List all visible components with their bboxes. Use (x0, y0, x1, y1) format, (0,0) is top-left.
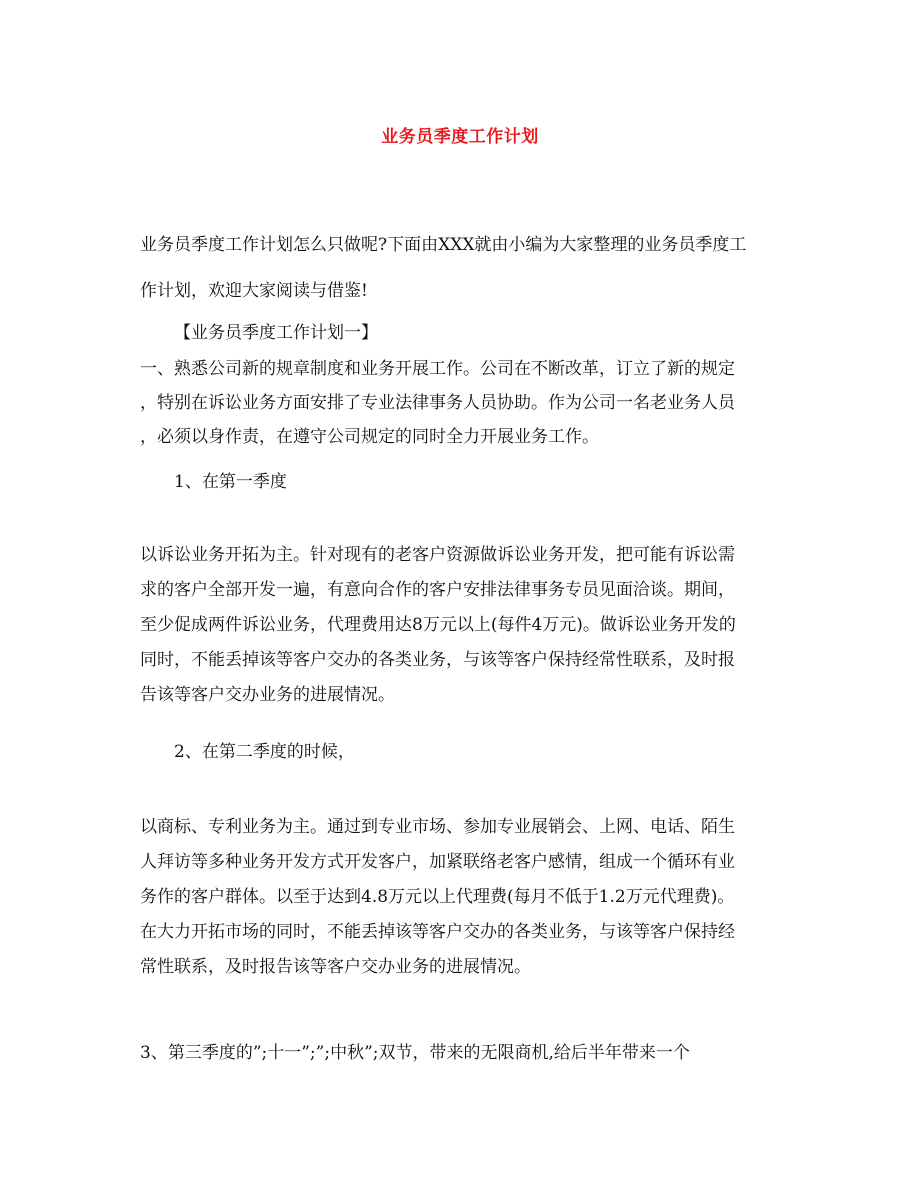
q2-heading-text: 2、在第二季度的时候， (174, 742, 355, 762)
q1-line-4: 同时，不能丢掉该等客户交办的各类业务，与该等客户保持经常性联系，及时报 (140, 650, 735, 670)
q1-line-1: 以诉讼业务开拓为主。针对现有的老客户资源做诉讼业务开发，把可能有诉讼需 (140, 545, 735, 565)
q1-paragraph (140, 538, 780, 713)
intro-line-1: 业务员季度工作计划怎么只做呢?下面由XXX就由小编为大家整理的业务员季度工 (140, 235, 747, 255)
q2-line-5: 常性联系，及时报告该等客户交办业务的进展情况。 (140, 957, 531, 977)
point-one-line-1: 一、熟悉公司新的规章制度和业务开展工作。公司在不断改革，订立了新的规定 (140, 359, 735, 379)
point-one-line-2: ，特别在诉讼业务方面安排了专业法律事务人员协助。作为公司一名老业务人员 (140, 393, 735, 413)
q2-line-1: 以商标、专利业务为主。通过到专业市场、参加专业展销会、上网、电话、陌生 (140, 817, 735, 837)
q1-line-2: 求的客户全部开发一遍，有意向合作的客户安排法律事务专员见面洽谈。期间， (140, 580, 735, 600)
intro-paragraph (140, 228, 780, 308)
q3-line-1: 3、第三季度的”;十一”;”;中秋”;双节，带来的无限商机,给后半年带来一个 (140, 1043, 690, 1063)
q2-line-3: 务作的客户群体。以至于达到4.8万元以上代理费(每月不低于1.2万元代理费)。 (140, 887, 735, 907)
point-one-line-3: ，必须以身作责，在遵守公司规定的同时全力开展业务工作。 (140, 427, 599, 447)
q1-heading (140, 465, 780, 499)
point-one-paragraph (140, 352, 780, 454)
q1-line-5: 告该等客户交办业务的进展情况。 (140, 685, 395, 705)
section-heading (140, 318, 780, 348)
section-heading-text: 【业务员季度工作计划一】 (174, 323, 378, 343)
q1-heading-text: 1、在第一季度 (174, 472, 287, 492)
q2-paragraph (140, 810, 780, 985)
q2-line-4: 在大力开拓市场的同时，不能丢掉该等客户交办的各类业务，与该等客户保持经 (140, 922, 735, 942)
q2-heading (140, 735, 780, 769)
q3-paragraph (140, 1036, 780, 1070)
document-title: 业务员季度工作计划 (381, 127, 539, 147)
intro-line-2: 作计划，欢迎大家阅读与借鉴! (140, 281, 368, 301)
q2-line-2: 人拜访等多种业务开发方式开发客户，加紧联络老客户感情，组成一个循环有业 (140, 852, 735, 872)
q1-line-3: 至少促成两件诉讼业务，代理费用达8万元以上(每件4万元)。做诉讼业务开发的 (140, 615, 736, 635)
